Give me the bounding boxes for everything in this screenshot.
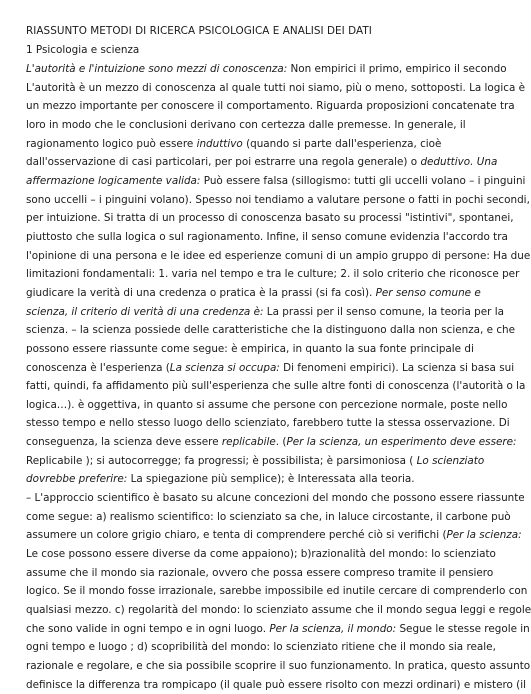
text-run: (quando si parte dall'esperienza, cioè	[242, 137, 442, 150]
text-line	[26, 340, 474, 359]
text-run: La prassi per il senso comune, la teoria per la	[263, 305, 504, 318]
text-run: . (	[275, 436, 287, 449]
text-line	[26, 303, 504, 322]
text-run: limitazioni fondamentali: 1. varia nel tempo e tra le culture; 2. il solo criterio che riconosce per	[26, 268, 520, 281]
italic-text: L'autorità e l'intuizione sono mezzi di conoscenza:	[26, 63, 288, 75]
text-line	[26, 116, 466, 135]
text-run: L'autorità è un mezzo di conoscenza al quale tutti noi siamo, più o meno, sottoposti. La logica è	[26, 81, 526, 94]
section-heading: 1 Psicologia e scienza	[26, 44, 140, 56]
text-line	[26, 135, 452, 154]
italic-text: scienza, il criterio di verità di una credenza è:	[26, 305, 264, 318]
italic-text: induttivo	[196, 137, 243, 150]
document-body	[26, 60, 531, 694]
text-run: Non empirici il primo, empirico il secondo	[287, 63, 507, 75]
text-run: ragionamento logico può essere	[26, 137, 197, 150]
italic-text: dovrebbe preferire:	[26, 473, 128, 486]
text-line	[26, 191, 530, 210]
italic-text: affermazione logicamente valida:	[26, 174, 201, 187]
text-line	[26, 638, 496, 657]
italic-text: Per la scienza, un esperimento deve essere:	[286, 436, 517, 449]
text-run: dall'osservazione di casi particolari, per poi estrarre una regola generale) o	[26, 156, 421, 169]
text-line	[26, 396, 508, 415]
text-line	[26, 582, 528, 601]
text-run: l'opinione di una persona e le idee ed esperienze comuni di un ampio gruppo di persone: Ha due	[26, 249, 531, 262]
text-line	[26, 620, 530, 639]
text-line	[26, 60, 507, 79]
italic-text: Per la scienza:	[446, 529, 522, 542]
text-run: razionale e regolare, e che sia possibile scoprire il suo funzionamento. In pratica, questo assunto	[26, 660, 531, 672]
text-line	[26, 414, 510, 433]
text-run: sono uccelli – i pinguini volano). Spesso noi tendiamo a valutare persone o fatti in pochi secondi,	[26, 193, 530, 206]
italic-text: replicabile	[221, 436, 276, 449]
italic-text: Per senso comune e	[375, 286, 481, 299]
text-run: possono essere riassunte come segue: è empirica, in quanto la sua fonte principale di	[26, 342, 474, 355]
text-run: loro in modo che le conclusioni derivano con certezza dalle premesse. In generale, il	[26, 118, 466, 131]
italic-text: deduttivo. Una	[420, 156, 498, 169]
text-line	[26, 209, 514, 228]
text-run: logico. Se il mondo fosse irrazionale, sarebbe impossibile ed inutile cercare di comprenderlo con	[26, 585, 528, 598]
text-run: Può essere falsa (sillogismo: tutti gli uccelli volano – i pinguini	[200, 174, 526, 187]
text-line	[26, 377, 526, 396]
text-run: un mezzo importante per conoscere il comportamento. Riguarda proposizioni concatenate tra	[26, 100, 515, 113]
text-line	[26, 265, 520, 284]
text-line	[26, 470, 452, 489]
text-line	[26, 172, 526, 191]
text-run: Di fenomeni empirici). La scienza si basa sui	[279, 361, 515, 374]
text-line	[26, 676, 527, 694]
text-line	[26, 433, 517, 452]
text-line	[26, 508, 511, 527]
text-line	[26, 359, 515, 378]
document-title: RIASSUNTO METODI DI RICERCA PSICOLOGICA E ANALISI DEI DATI	[26, 25, 372, 37]
text-line	[26, 601, 531, 620]
text-run: assumere un colore grigio chiaro, e tenta di comprendere perché ciò si verifichi (	[26, 529, 447, 542]
text-run: giudicare la verità di una credenza o pratica è la prassi (si fa così).	[26, 286, 376, 299]
text-run: stesso tempo e nello stesso luogo dello scienziato, farebbero tutte la stessa osservazione. Di	[26, 417, 510, 430]
italic-text: Lo scienziato	[416, 454, 485, 467]
text-run: Replicabile ); si autocorregge; fa progressi; è possibilista; è parsimoniosa (	[26, 454, 417, 467]
text-run: scienza. – la scienza possiede delle caratteristiche che la distinguono dalla non scienza, e che	[26, 324, 516, 337]
text-run: conseguenza, la scienza deve essere	[26, 436, 222, 449]
text-line	[26, 564, 494, 583]
text-run: per intuizione. Si tratta di un processo di conoscenza basato su processi "istintivi", spontanei,	[26, 212, 514, 225]
text-run: come segue: a) realismo scientifico: lo scienziato sa che, in laluce circostante, il carbone può	[26, 510, 511, 523]
text-line	[26, 452, 485, 471]
text-line	[26, 153, 498, 172]
text-line	[26, 489, 525, 508]
text-run: piuttosto che sulla logica o sul ragionamento. Infine, il senso comune evidenzia l'accordo tra	[26, 230, 508, 243]
text-line	[26, 321, 516, 340]
text-line	[26, 657, 531, 676]
italic-text: La scienza si occupa:	[169, 361, 280, 374]
text-run: definisce la differenza tra rompicapo (il quale può essere risolto con mezzi ordinari) e mistero (il	[26, 678, 527, 691]
text-run: conoscenza è l'esperienza (	[26, 361, 170, 374]
text-run: che sono valide in ogni tempo e in ogni luogo.	[26, 622, 270, 635]
text-line	[26, 247, 531, 266]
text-run: logica…). è oggettiva, in quanto si assume che persone con percezione normale, poste nello	[26, 398, 508, 411]
text-run: ogni tempo e luogo ; d) scopribilità del mondo: lo scienziato ritiene che il mondo sia reale,	[26, 641, 496, 654]
text-line	[26, 79, 526, 98]
text-run: fatti, quindi, fa affidamento più sull'esperienza che sulle altre fonti di conoscenza (l'autorità o la	[26, 380, 526, 393]
text-line	[26, 97, 515, 116]
text-run: Le cose possono essere diverse da come appaiono); b)razionalità del mondo: lo scienziato	[26, 548, 496, 561]
text-run: assume che il mondo sia razionale, ovvero che possa essere compreso tramite il pensiero	[26, 566, 494, 579]
text-line	[26, 545, 496, 564]
text-run: qualsiasi mezzo. c) regolarità del mondo: lo scienziato assume che il mondo segua leggi e regole	[26, 604, 531, 617]
italic-text: Per la scienza, il mondo:	[269, 622, 397, 635]
text-run: Segue le stesse regole in	[396, 622, 530, 635]
text-run: La spiegazione più semplice); è Interessata alla teoria.	[127, 473, 415, 486]
text-run: – L'approccio scientifico è basato su alcune concezioni del mondo che possono essere riassunte	[26, 492, 525, 505]
text-line	[26, 526, 522, 545]
text-line	[26, 228, 508, 247]
text-line	[26, 284, 481, 303]
